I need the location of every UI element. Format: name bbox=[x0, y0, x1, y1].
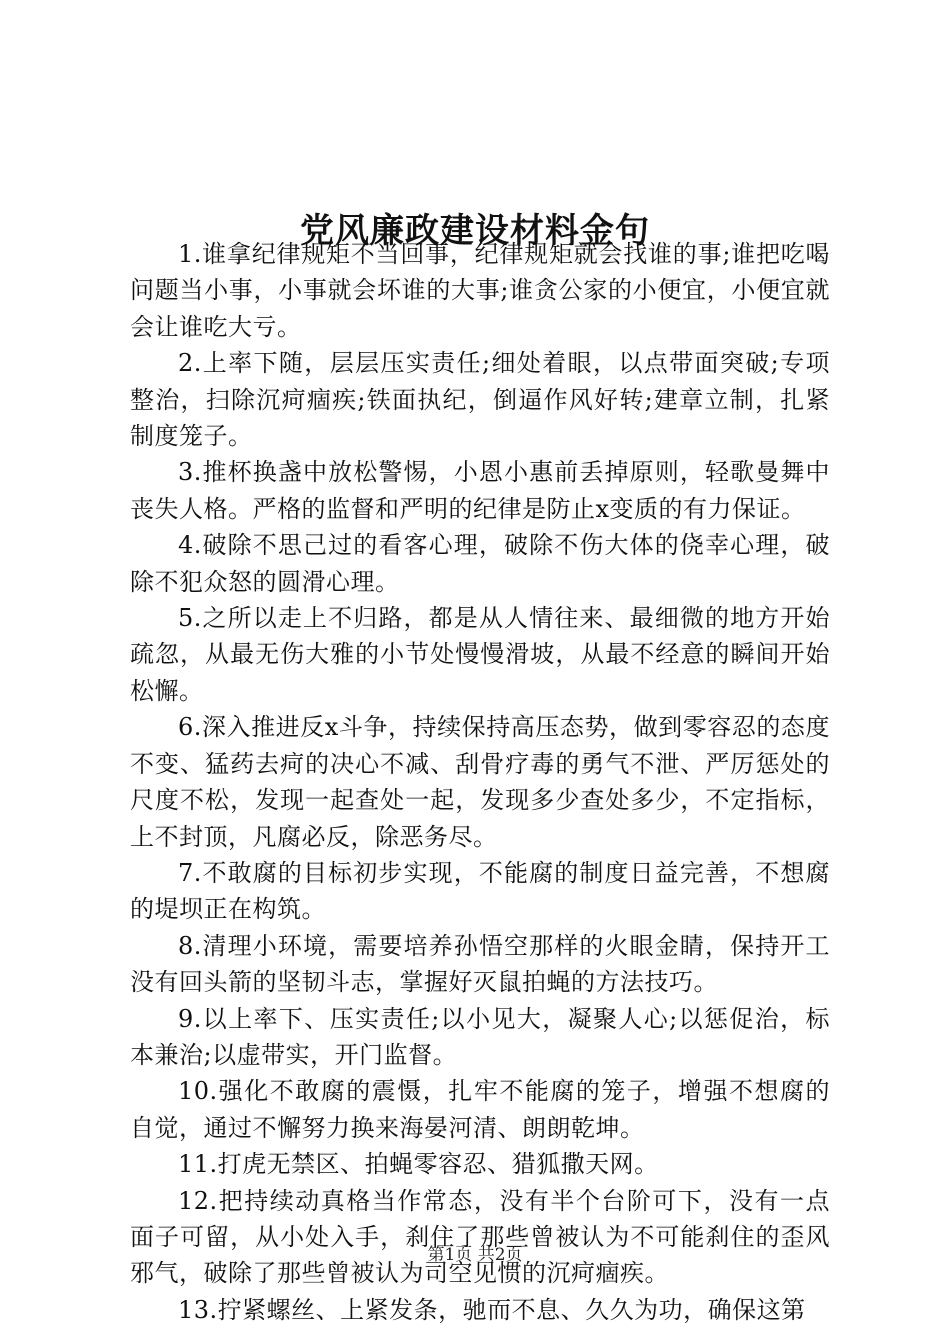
page-title: 党风廉政建设材料金句 bbox=[300, 210, 650, 251]
paragraph-13: 13.拧紧螺丝、上紧发条，驰而不息、久久为功，确保这第 bbox=[178, 1295, 806, 1324]
paragraph-9: 9.以上率下、压实责任;以小见大，凝聚人心;以惩促治，标本兼治;以虚带实，开门监督。 bbox=[130, 1004, 830, 1069]
paragraph-5: 5.之所以走上不归路，都是从人情往来、最细微的地方开始疏忽，从最无伤大雅的小节处慢慢滑坡，从最不经意的瞬间开始松懈。 bbox=[130, 604, 830, 705]
paragraph-10: 10.强化不敢腐的震慑，扎牢不能腐的笼子，增强不想腐的自觉，通过不懈努力换来海晏河清、朗朗乾坤。 bbox=[130, 1077, 830, 1142]
paragraph-11: 11.打虎无禁区、拍蝇零容忍、猎狐撒天网。 bbox=[178, 1150, 659, 1179]
page-footer: 第1页 共2页 bbox=[427, 1245, 523, 1265]
paragraph-1: 1.谁拿纪律规矩不当回事，纪律规矩就会找谁的事;谁把吃喝问题当小事，小事就会坏谁的大事;谁贪公家的小便宜，小便宜就会让谁吃大亏。 bbox=[130, 240, 830, 341]
paragraph-3: 3.推杯换盏中放松警惕，小恩小惠前丢掉原则，轻歌曼舞中丧失人格。严格的监督和严明的纪律是防止x变质的有力保证。 bbox=[130, 458, 830, 523]
paragraph-6: 6.深入推进反x斗争，持续保持高压态势，做到零容忍的态度不变、猛药去疴的决心不减、刮骨疗毒的勇气不泄、严厉惩处的尺度不松，发现一起查处一起，发现多少查处多少，不定指标，上不封顶，凡腐必反，除恶务尽。 bbox=[130, 713, 830, 851]
paragraph-2: 2.上率下随，层层压实责任;细处着眼，以点带面突破;专项整治，扫除沉疴痼疾;铁面执纪，倒逼作风好转;建章立制，扎紧制度笼子。 bbox=[130, 349, 830, 451]
paragraph-8: 8.清理小环境，需要培养孙悟空那样的火眼金睛，保持开工没有回头箭的坚韧斗志，掌握好灭鼠拍蝇的方法技巧。 bbox=[130, 931, 830, 997]
paragraph-12: 12.把持续动真格当作常态，没有半个台阶可下，没有一点面子可留，从小处入手，刹住了那些曾被认为不可能刹住的歪风邪气，破除了那些曾被认为司空见惯的沉疴痼疾。 bbox=[130, 1186, 830, 1288]
document-body bbox=[130, 236, 830, 1328]
paragraph-7: 7.不敢腐的目标初步实现，不能腐的制度日益完善，不想腐的堤坝正在构筑。 bbox=[130, 858, 830, 924]
paragraph-4: 4.破除不思己过的看客心理，破除不伤大体的侥幸心理，破除不犯众怒的圆滑心理。 bbox=[130, 531, 830, 596]
